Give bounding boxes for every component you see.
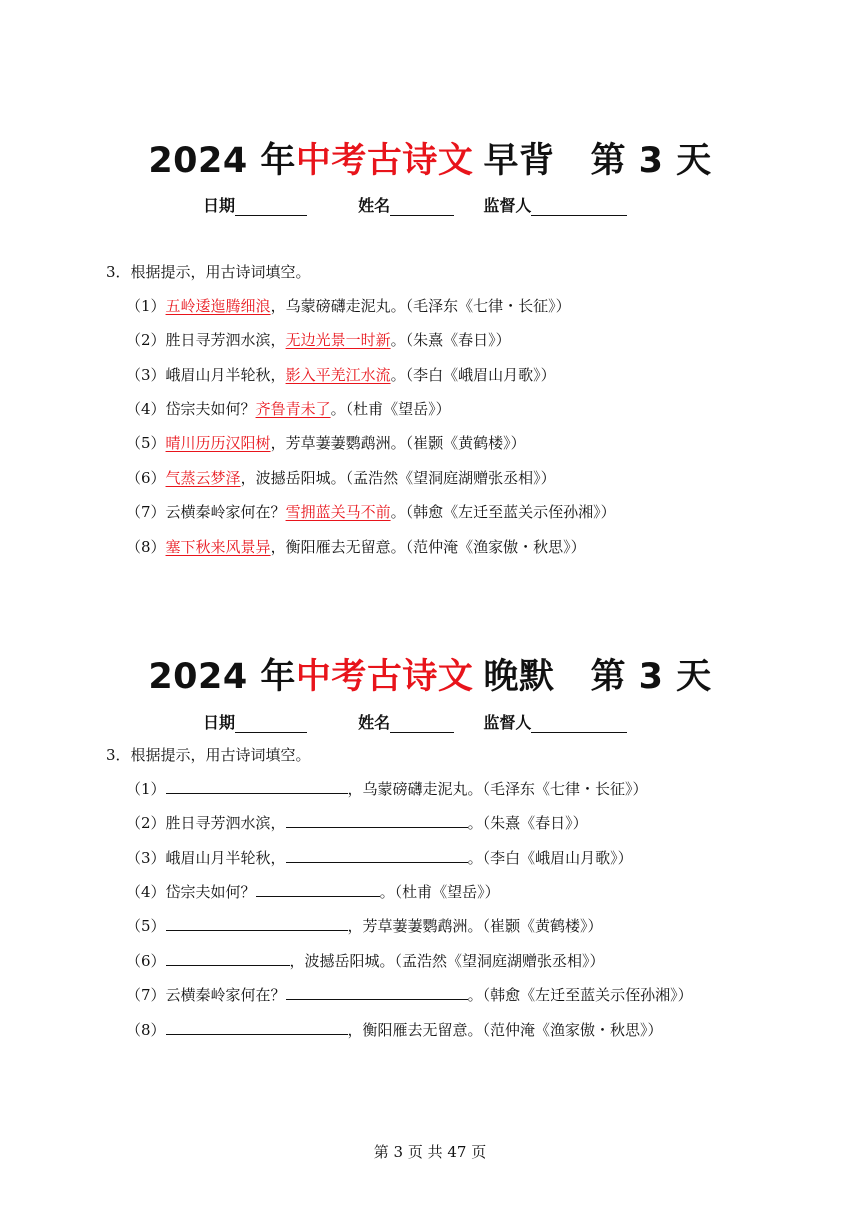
item-answer: 晴川历历汉阳树 [165,434,271,452]
item-source: 。（李白《峨眉山月歌》） [467,849,633,867]
morning-item [126,467,556,488]
item-answer: 无边光景一时新 [285,331,391,349]
evening-item [126,915,603,936]
morning-item [126,364,556,385]
item-source: 。（韩愈《左迁至蓝关示侄孙湘》） [467,986,693,1004]
morning-date-field[interactable] [235,198,307,216]
morning-item [126,398,451,419]
morning-item [126,432,526,453]
item-prompt: 峨眉山月半轮秋， [165,366,286,384]
item-source: 。（李白《峨眉山月歌》） [390,366,556,384]
item-answer: 五岭逶迤腾细浪 [165,297,271,315]
item-source: 。（杜甫《望岳》） [330,400,451,418]
morning-title [0,133,860,183]
morning-title-subject: 中考古诗文 [295,141,474,181]
morning-item [126,295,571,316]
item-prompt: 岱宗夫如何？ [165,883,256,901]
evening-title-year: 2024 年 [148,657,296,697]
evening-question: 3．根据提示，用古诗词填空。 [106,746,311,764]
evening-item [126,812,588,833]
item-source: 。（朱熹《春日》） [467,814,588,832]
morning-item [126,536,586,557]
item-source: 。（韩愈《左迁至蓝关示侄孙湘》） [390,503,616,521]
answer-blank[interactable] [166,950,290,966]
evening-item [126,881,500,902]
item-number: （1） [126,297,166,315]
item-prompt: 云横秦岭家何在？ [165,986,286,1004]
evening-item [126,950,605,971]
item-prompt: 云横秦岭家何在？ [165,503,286,521]
evening-name-field[interactable] [390,715,454,733]
item-number: （7） [126,986,166,1004]
morning-supervisor-field[interactable] [531,198,627,216]
evening-name-label: 姓名 [358,713,391,732]
item-number: （8） [126,538,166,556]
answer-blank[interactable] [166,915,348,931]
item-source: ，波撼岳阳城。（孟浩然《望洞庭湖赠张丞相》） [240,469,556,487]
answer-blank[interactable] [286,847,468,863]
item-source: ，乌蒙磅礴走泥丸。（毛泽东《七律・长征》） [270,297,571,315]
evening-item [126,1019,663,1040]
page-footer: 第 3 页 共 47 页 [373,1143,487,1161]
evening-title-subject: 中考古诗文 [295,657,474,697]
item-source: ，乌蒙磅礴走泥丸。（毛泽东《七律・长征》） [347,780,648,798]
morning-supervisor-label: 监督人 [483,196,532,215]
morning-title-mode: 早背 [483,141,555,181]
item-source: 。（杜甫《望岳》） [379,883,500,901]
item-number: （1） [126,780,166,798]
item-number: （5） [126,917,166,935]
evening-supervisor-label: 监督人 [483,713,532,732]
evening-supervisor-field[interactable] [531,715,627,733]
item-number: （3） [126,366,166,384]
morning-name-field[interactable] [390,198,454,216]
morning-item [126,501,616,522]
evening-title-day: 第 3 天 [590,657,712,697]
item-answer: 齐鲁青未了 [255,400,331,418]
item-number: （2） [126,814,166,832]
evening-item [126,847,633,868]
item-source: ，衡阳雁去无留意。（范仲淹《渔家傲・秋思》） [270,538,586,556]
morning-header-fields [203,193,627,216]
item-number: （2） [126,331,166,349]
evening-title [0,649,860,699]
item-answer: 气蒸云梦泽 [165,469,241,487]
answer-blank[interactable] [286,984,468,1000]
morning-question: 3．根据提示，用古诗词填空。 [106,263,311,281]
item-answer: 影入平羌江水流 [285,366,391,384]
morning-item [126,329,511,350]
item-source: ，芳草萋萋鹦鹉洲。（崔颢《黄鹤楼》） [347,917,603,935]
evening-item [126,778,648,799]
evening-title-mode: 晚默 [483,657,555,697]
item-number: （4） [126,400,166,418]
morning-name-label: 姓名 [358,196,391,215]
item-number: （5） [126,434,166,452]
answer-blank[interactable] [256,881,380,897]
morning-date-label: 日期 [203,196,236,215]
item-prompt: 胜日寻芳泗水滨， [165,814,286,832]
item-number: （7） [126,503,166,521]
morning-title-year: 2024 年 [148,141,296,181]
evening-item [126,984,693,1005]
evening-date-label: 日期 [203,713,236,732]
item-answer: 雪拥蓝关马不前 [285,503,391,521]
item-number: （4） [126,883,166,901]
morning-title-day: 第 3 天 [590,141,712,181]
item-prompt: 岱宗夫如何？ [165,400,256,418]
evening-date-field[interactable] [235,715,307,733]
item-number: （3） [126,849,166,867]
evening-header-fields [203,710,627,733]
item-number: （6） [126,469,166,487]
answer-blank[interactable] [166,1019,348,1035]
item-number: （8） [126,1021,166,1039]
answer-blank[interactable] [286,812,468,828]
item-source: ，衡阳雁去无留意。（范仲淹《渔家傲・秋思》） [347,1021,663,1039]
item-answer: 塞下秋来风景异 [165,538,271,556]
item-prompt: 胜日寻芳泗水滨， [165,331,286,349]
item-number: （6） [126,952,166,970]
answer-blank[interactable] [166,778,348,794]
item-source: ，芳草萋萋鹦鹉洲。（崔颢《黄鹤楼》） [270,434,526,452]
item-source: ，波撼岳阳城。（孟浩然《望洞庭湖赠张丞相》） [289,952,605,970]
item-prompt: 峨眉山月半轮秋， [165,849,286,867]
item-source: 。（朱熹《春日》） [390,331,511,349]
